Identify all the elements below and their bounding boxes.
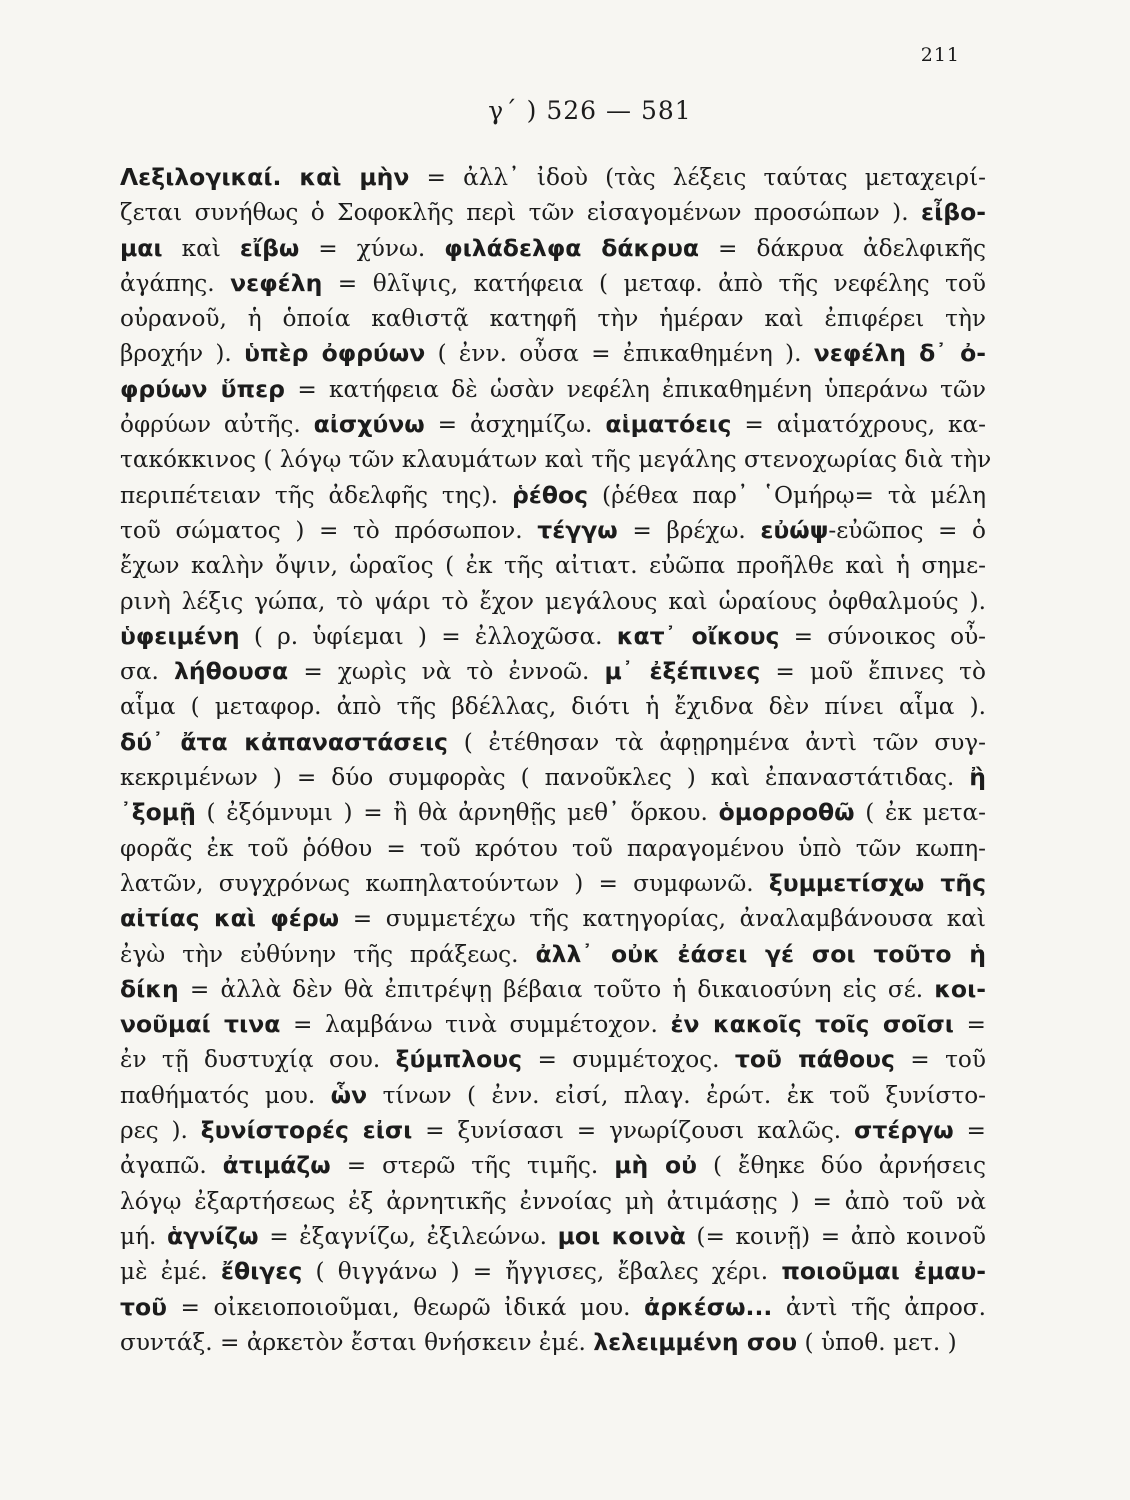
headword: αἱματόεις (605, 410, 732, 439)
text-line (120, 442, 992, 477)
text-line (120, 831, 986, 866)
gloss-text: ἐγὼ τὴν εὐθύνην τῆς πράξεως. (120, 940, 536, 968)
headword: ῥέθος (511, 480, 589, 509)
headword: ἁγνίζω (166, 1221, 259, 1250)
text-line (120, 1290, 986, 1325)
gloss-text: ( ἐκ μετα- (854, 799, 986, 827)
gloss-text: ἀντὶ τῆς ἀπροσ. (772, 1293, 986, 1321)
gloss-text: ( ἔθηκε δύο ἀρνήσεις (697, 1152, 986, 1180)
text-line (120, 301, 986, 336)
headword: μαι (120, 233, 163, 262)
text-line (120, 619, 986, 654)
gloss-text: ἔχων καλὴν ὄψιν, ὡραῖος ( ἐκ τῆς αἰτιατ. εὐῶπα προῆλθε καὶ ἡ σημε- (120, 552, 986, 580)
text-line (120, 866, 986, 901)
gloss-text: λόγῳ ἐξαρτήσεως ἐξ ἀρνητικῆς ἐννοίας μὴ ἀτιμάσῃς ) = ἀπὸ τοῦ νὰ (120, 1187, 986, 1215)
gloss-text: οὐρανοῦ, ἡ ὁποία καθιστᾷ κατηφῆ τὴν ἡμέραν καὶ ἐπιφέρει τὴν (120, 305, 986, 333)
text-line (120, 654, 986, 689)
headword: φιλάδελφα δάκρυα (444, 233, 700, 262)
gloss-text: ζεται συνήθως ὁ Σοφοκλῆς περὶ τῶν εἰσαγομένων προσώπων ). (120, 199, 922, 227)
gloss-text: ρες ). (120, 1117, 201, 1145)
headword: μὴ οὐ (614, 1151, 698, 1180)
gloss-text: = μοῦ ἔπινες τὸ (760, 658, 986, 686)
headword: μ᾽ ἐξέπινες (604, 657, 761, 686)
section-heading: γ΄ ) 526 — 581 (488, 96, 692, 125)
gloss-text: αἷμα ( μεταφορ. ἀπὸ τῆς βδέλλας, διότι ἡ ἔχιδνα δὲν πίνει αἷμα ). (120, 693, 986, 721)
gloss-text: βροχήν ). (120, 340, 245, 368)
headword: ἀλλ᾽ οὐκ ἐάσει γέ σοι τοῦτο ἡ (535, 939, 986, 968)
headword: ἐν κακοῖς τοῖς σοῖσι (670, 1010, 954, 1039)
headword: νοῦμαί τινα (120, 1010, 281, 1039)
text-line (120, 160, 986, 195)
text-line (120, 1148, 986, 1183)
gloss-text: ἐν τῇ δυστυχίᾳ σου. (120, 1046, 396, 1074)
gloss-text: ( ὑποθ. μετ. ) (797, 1328, 957, 1356)
text-line (120, 336, 986, 371)
headword: ἀρκέσω... (644, 1292, 773, 1321)
headword: δίκη (120, 974, 179, 1003)
glossary-body (120, 160, 992, 1360)
gloss-text: = σύνοικος οὖ- (779, 622, 987, 650)
headword: ξυμμετίσχω τῆς (768, 868, 987, 897)
gloss-text: καὶ (162, 234, 240, 262)
gloss-text: φορᾶς ἐκ τοῦ ῥόθου = τοῦ κρότου τοῦ παραγομένου ὑπὸ τῶν κωπη- (120, 834, 986, 862)
headword: εἶβο- (921, 198, 986, 227)
headword: ξυνίστορές εἰσι (200, 1116, 413, 1145)
gloss-text: = συμμέτοχος. (522, 1046, 735, 1074)
gloss-text: ( ἐνν. οὖσα = ἐπικαθημένη ). (425, 340, 814, 368)
headword: δύ᾽ ἄτα κἀπαναστάσεις (120, 727, 448, 756)
text-line (120, 407, 986, 442)
text-line (120, 195, 986, 230)
gloss-text: = ἀλλ᾽ ἰδοὺ (τὰς λέξεις ταύτας μεταχειρί- (409, 164, 986, 191)
gloss-text: συντάξ. = ἀρκετὸν ἔσται θνήσκειν ἐμέ. (120, 1328, 594, 1356)
gloss-text: -εὐῶπος = ὁ (828, 516, 987, 544)
gloss-text: μὲ ἐμέ. (120, 1258, 221, 1286)
text-line (120, 1219, 986, 1254)
text-line (120, 689, 986, 724)
headword: νεφέλη δ᾽ ὀ- (813, 339, 986, 368)
gloss-text: περιπέτειαν τῆς ἀδελφῆς της). (120, 481, 512, 509)
page-number: 211 (920, 44, 960, 66)
headword: τοῦ πάθους (734, 1045, 895, 1074)
gloss-text: σα. (120, 658, 174, 686)
headword: στέργω (854, 1116, 954, 1145)
gloss-text: = αἱματόχρους, κα- (731, 411, 987, 439)
text-line (120, 1007, 986, 1042)
gloss-text: = ἀλλὰ δὲν θὰ ἐπιτρέψῃ βέβαια τοῦτο ἡ δικαιοσύνη εἰς σέ. (178, 975, 935, 1003)
text-line (120, 584, 986, 619)
text-line (120, 1325, 986, 1360)
gloss-text: = οἰκειοποιοῦμαι, θεωρῶ ἰδικά μου. (167, 1293, 645, 1321)
gloss-text: ρινὴ λέξις γώπα, τὸ ψάρι τὸ ἔχον μεγάλους καὶ ὡραίους ὀφθαλμούς ). (120, 587, 986, 615)
headword: τοῦ (120, 1292, 168, 1321)
gloss-text: = ἐξαγνίζω, ἐξιλεώνω. (258, 1222, 558, 1250)
headword: Λεξιλογικαί. καὶ μὴν (120, 163, 410, 191)
text-line (120, 231, 986, 266)
gloss-text: = κατήφεια δὲ ὡσὰν νεφέλη ἐπικαθημένη ὑπεράνω τῶν (285, 375, 986, 403)
headword: κατ᾽ οἴκους (616, 621, 780, 650)
text-line (120, 1042, 986, 1077)
headword: ᾽ξομῇ (120, 798, 196, 827)
gloss-text: = (953, 1011, 986, 1039)
text-line (120, 548, 986, 583)
gloss-text: τακόκκινος ( λόγῳ τῶν κλαυμάτων καὶ τῆς μεγάλης στενοχωρίας διὰ τὴν (120, 446, 992, 474)
gloss-text: = συμμετέχω τῆς κατηγορίας, ἀναλαμβάνουσα καὶ (339, 905, 986, 933)
text-line (120, 901, 986, 936)
gloss-text: μή. (120, 1222, 167, 1250)
headword: ὁμορροθῶ (718, 798, 855, 827)
gloss-text: τίνων ( ἐνν. εἰσί, πλαγ. ἐρώτ. ἐκ τοῦ ξυνίστο- (367, 1081, 986, 1109)
text-line (120, 478, 986, 513)
gloss-text: = βρέχω. (617, 516, 761, 544)
gloss-text: (ῥέθεα παρ᾽ ῾Ομήρῳ= τὰ μέλη (588, 481, 986, 509)
gloss-text: = χύνω. (299, 234, 445, 262)
gloss-text: ( θιγγάνω ) = ἤγγισες, ἔβαλες χέρι. (302, 1258, 782, 1286)
text-line (120, 513, 986, 548)
gloss-text: παθήματός μου. (120, 1081, 331, 1109)
headword: κοι- (934, 974, 986, 1003)
headword: ἀτιμάζω (222, 1151, 331, 1180)
headword: ὧν (330, 1080, 368, 1109)
headword: αἰσχύνω (313, 410, 425, 439)
headword: τέγγω (537, 515, 618, 544)
headword: ὑφειμένη (120, 621, 240, 650)
text-line (120, 372, 986, 407)
gloss-text: = ἀσχημίζω. (424, 411, 606, 439)
text-line (120, 725, 986, 760)
gloss-text: ὀφρύων αὐτῆς. (120, 411, 314, 439)
text-line (120, 1254, 986, 1289)
text-line (120, 795, 986, 830)
headword: λελειμμένη σου (593, 1327, 798, 1356)
text-line (120, 1184, 986, 1219)
gloss-text: ( ἐτέθησαν τὰ ἀφῃρημένα ἀντὶ τῶν συγ- (447, 728, 986, 756)
text-line (120, 937, 986, 972)
text-line (120, 1078, 986, 1113)
headword: νεφέλη (230, 268, 323, 297)
headword: μοι κοινὰ (557, 1221, 686, 1250)
headword: αἰτίας καὶ φέρω (120, 904, 340, 933)
gloss-text: τοῦ σώματος ) = τὸ πρόσωπον. (120, 516, 538, 544)
gloss-text: (= κοινῇ) = ἀπὸ κοινοῦ (685, 1222, 986, 1250)
gloss-text: ἀγάπης. (120, 269, 231, 297)
headword: φρύων ὕπερ (120, 374, 285, 403)
gloss-text: = (953, 1117, 986, 1145)
gloss-text: = θλῖψις, κατήφεια ( μεταφ. ἀπὸ τῆς νεφέλης τοῦ (322, 269, 986, 297)
gloss-text: κεκριμένων ) = δύο συμφορὰς ( πανοῦκλες ) καὶ ἐπαναστάτιδας. (120, 764, 970, 792)
gloss-text: = λαμβάνω τινὰ συμμέτοχον. (280, 1011, 671, 1039)
gloss-text: λατῶν, συγχρόνως κωπηλατούντων ) = συμφωνῶ. (120, 869, 769, 897)
headword: ἢ (969, 763, 986, 792)
headword: ἔθιγες (220, 1257, 303, 1286)
headword: εὐώψ (760, 515, 829, 544)
gloss-text: = στερῶ τῆς τιμῆς. (330, 1152, 615, 1180)
headword: ὑπὲρ ὀφρύων (244, 339, 426, 368)
gloss-text: ( ἐξόμνυμι ) = ἢ θὰ ἀρνηθῇς μεθ᾽ ὅρκου. (195, 799, 719, 827)
headword: ποιοῦμαι ἐμαυ- (781, 1257, 986, 1286)
text-line (120, 972, 986, 1007)
gloss-text: ( ρ. ὑφίεμαι ) = ἐλλοχῶσα. (239, 622, 617, 650)
gloss-text: = δάκρυα ἀδελφικῆς (699, 234, 986, 262)
text-line (120, 760, 986, 795)
headword: εἴβω (239, 233, 300, 262)
gloss-text: = τοῦ (894, 1046, 986, 1074)
text-line (120, 266, 986, 301)
gloss-text: ἀγαπῶ. (120, 1152, 223, 1180)
gloss-text: = χωρὶς νὰ τὸ ἐννοῶ. (288, 658, 605, 686)
headword: ξύμπλους (395, 1045, 523, 1074)
headword: λήθουσα (173, 657, 289, 686)
text-line (120, 1113, 986, 1148)
gloss-text: = ξυνίσασι = γνωρίζουσι καλῶς. (412, 1117, 855, 1145)
